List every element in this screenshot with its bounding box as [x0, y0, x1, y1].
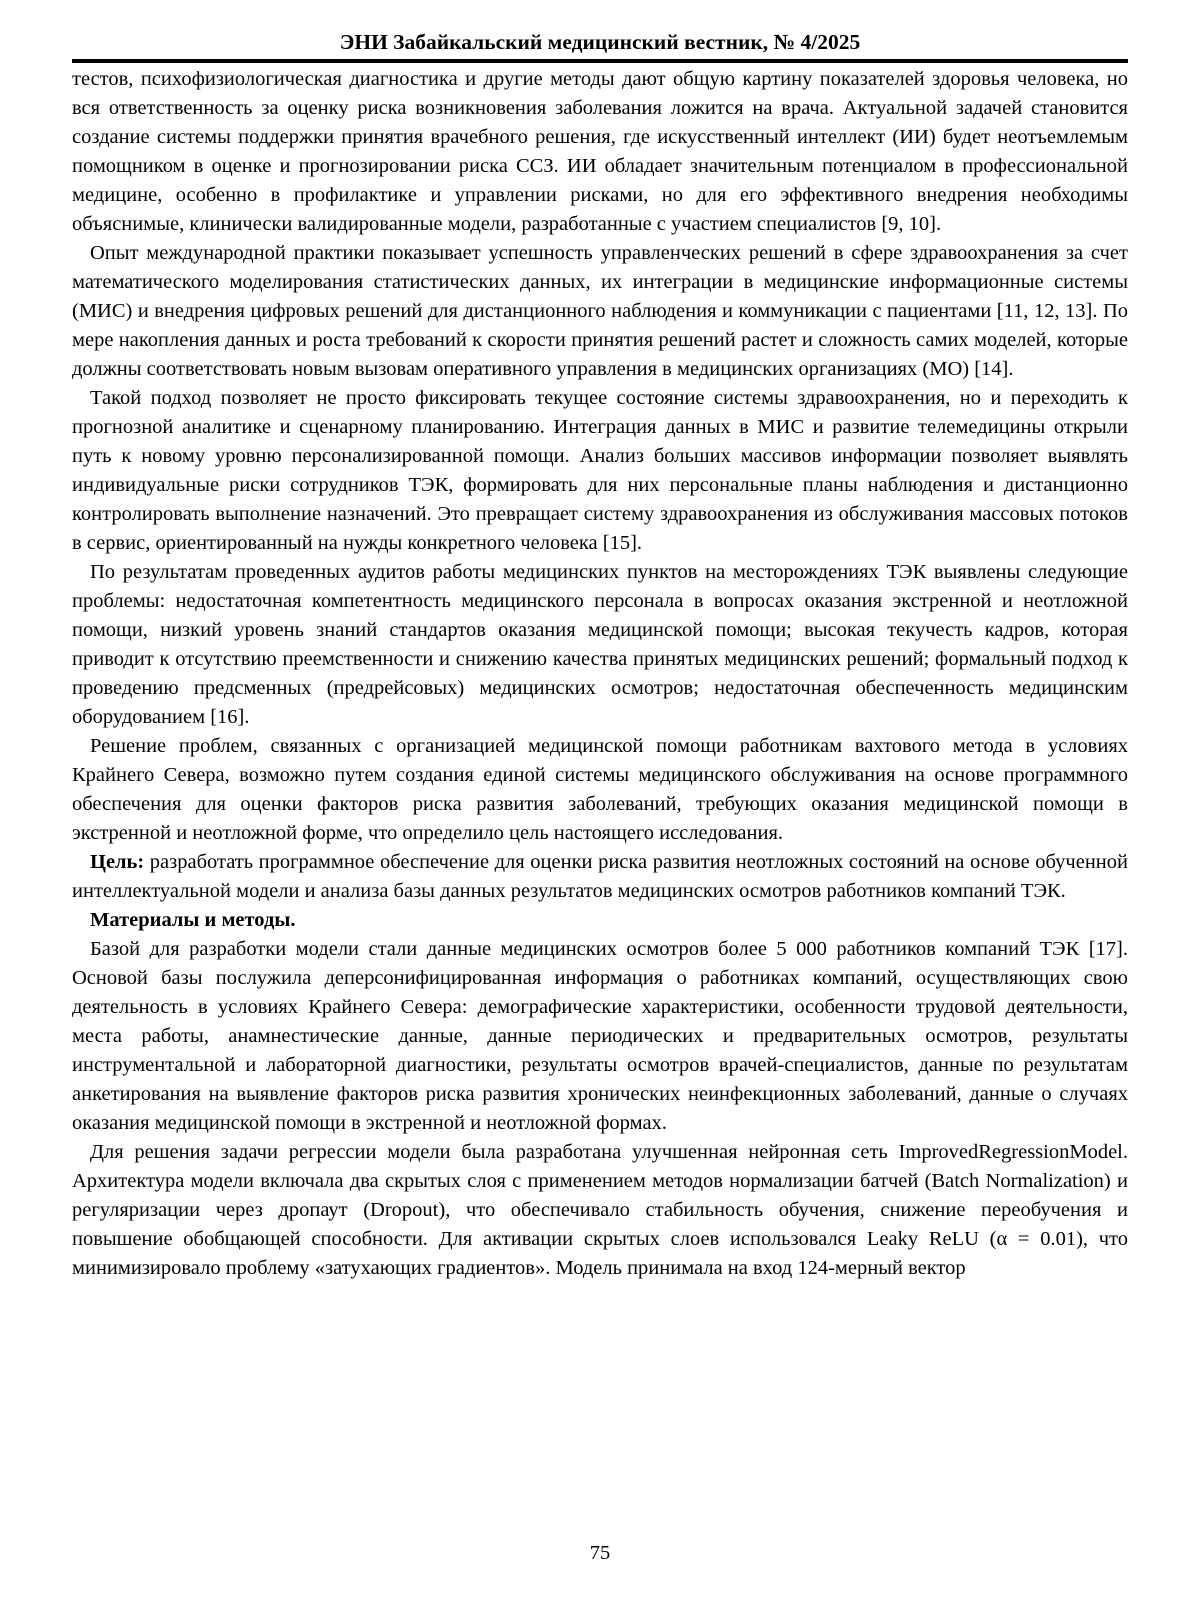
goal-label: Цель:: [90, 851, 145, 873]
paragraph-continued: тестов, психофизиологическая диагностика и другие методы дают общую картину показателей здоровья человека, но вся ответственность за оценку риска возникновения заболевания ложится на врача. Актуальной задачей становится создание системы поддержки принятия врачебного решения, где искусственный интеллект (ИИ) будет неотъемлемым помощником в оценке и прогнозировании риска ССЗ. ИИ обладает значительным потенциалом в профессиональной медицине, особенно в профилактике и управлении рисками, но для его эффективного внедрения необходимы объяснимые, клинически валидированные модели, разработанные с участием специалистов [9, 10].: [72, 68, 1128, 235]
section-heading-methods: Материалы и методы.: [90, 909, 296, 931]
paragraph: Решение проблем, связанных с организацией медицинской помощи работникам вахтового метода в условиях Крайнего Севера, возможно путем создания единой системы медицинского обслуживания на основе программного обеспечения для оценки факторов риска развития заболеваний, требующих оказания медицинской помощи в экстренной и неотложной форме, что определило цель настоящего исследования.: [72, 735, 1128, 844]
goal-paragraph: [72, 848, 1128, 906]
paragraph: По результатам проведенных аудитов работы медицинских пунктов на месторождениях ТЭК выявлены следующие проблемы: недостаточная компетентность медицинского персонала в вопросах оказания экстренной и неотложной помощи, низкий уровень знаний стандартов оказания медицинской помощи; высокая текучесть кадров, которая приводит к отсутствию преемственности и снижению качества принятых медицинских решений; формальный подход к проведению предсменных (предрейсовых) медицинских осмотров; недостаточная обеспеченность медицинским оборудованием [16].: [72, 561, 1128, 728]
running-header: ЭНИ Забайкальский медицинский вестник, № 4/2025: [339, 30, 861, 54]
article-body: [72, 65, 1128, 1283]
paragraph: Опыт международной практики показывает успешность управленческих решений в сфере здравоохранения за счет математического моделирования статистических данных, их интеграции в медицинские информационные системы (МИС) и внедрения цифровых решений для дистанционного наблюдения и коммуникации с пациентами [11, 12, 13]. По мере накопления данных и роста требований к скорости принятия решений растет и сложность самих моделей, которые должны соответствовать новым вызовам оперативного управления в медицинских организациях (МО) [14].: [72, 242, 1128, 380]
page-number: 75: [589, 1542, 611, 1564]
paragraph: Для решения задачи регрессии модели была разработана улучшенная нейронная сеть ImprovedRegressionModel. Архитектура модели включала два скрытых слоя с применением методов нормализации батчей (Batch Normalization) и регуляризации через дропаут (Dropout), что обеспечивало стабильность обучения, снижение переобучения и повышение обобщающей способности. Для активации скрытых слоев использовался Leaky ReLU (α = 0.01), что минимизировало проблему «затухающих градиентов». Модель принимала на вход 124-мерный вектор: [72, 1141, 1128, 1279]
goal-text: разработать программное обеспечение для оценки риска развития неотложных состояний на основе обученной интеллектуальной модели и анализа базы данных результатов медицинских осмотров работников компаний ТЭК.: [72, 851, 1128, 902]
paragraph: Базой для разработки модели стали данные медицинских осмотров более 5 000 работников компаний ТЭК [17]. Основой базы послужила деперсонифицированная информация о работниках компаний, осуществляющих свою деятельность в условиях Крайнего Севера: демографические характеристики, особенности трудовой деятельности, места работы, анамнестические данные, данные периодических и предварительных осмотров, результаты инструментальной и лабораторной диагностики, результаты осмотров врачей-специалистов, данные по результатам анкетирования на выявление факторов риска развития хронических неинфекционных заболеваний, данные о случаях оказания медицинской помощи в экстренной и неотложной формах.: [72, 938, 1128, 1134]
paragraph: Такой подход позволяет не просто фиксировать текущее состояние системы здравоохранения, но и переходить к прогнозной аналитике и сценарному планированию. Интеграция данных в МИС и развитие телемедицины открыли путь к новому уровню персонализированной помощи. Анализ больших массивов информации позволяет выявлять индивидуальные риски сотрудников ТЭК, формировать для них персональные планы наблюдения и дистанционно контролировать выполнение назначений. Это превращает систему здравоохранения из обслуживания массовых потоков в сервис, ориентированный на нужды конкретного человека [15].: [72, 387, 1128, 554]
header-rule: [72, 59, 1128, 63]
journal-page: [72, 0, 1128, 1600]
